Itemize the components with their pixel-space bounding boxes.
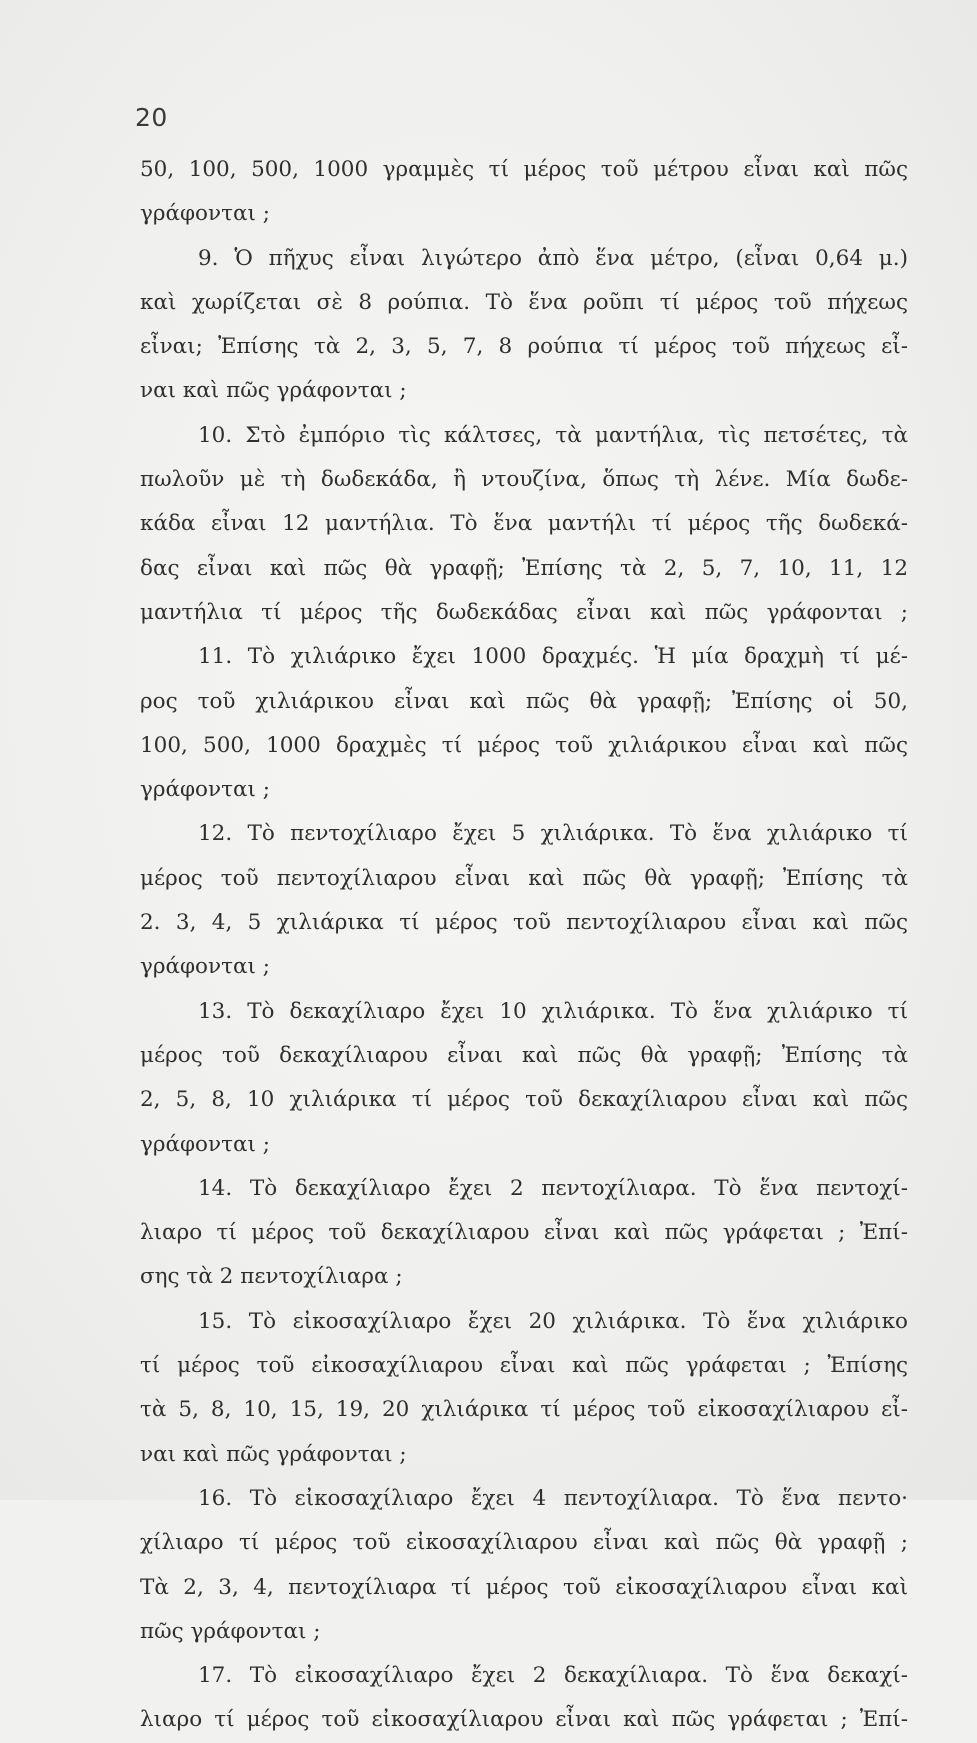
text-line: 2, 5, 8, 10 χιλιάρικα τί μέρος τοῦ δεκαχίλιαρου εἶναι καὶ πῶς [140,1087,908,1113]
text-line: 100, 500, 1000 δραχμὲς τί μέρος τοῦ χιλιάρικου εἶναι καὶ πῶς [140,732,908,758]
page-number: 20 [135,103,168,132]
text-line: γράφονται ; [140,201,270,227]
text-line: εἶναι; Ἐπίσης τὰ 2, 3, 5, 7, 8 ρούπια τί μέρος τοῦ πήχεως εἶ- [140,334,908,360]
page-body-text [140,148,908,1743]
text-line: Τὰ 2, 3, 4, πεντοχίλιαρα τί μέρος τοῦ εἰκοσαχίλιαρου εἶναι καὶ [140,1574,908,1600]
text-line: ναι καὶ πῶς γράφονται ; [140,378,407,404]
text-line: 16. Τὸ εἰκοσαχίλιαρο ἔχει 4 πεντοχίλιαρα. Τὸ ἕνα πεντο· [198,1485,908,1511]
text-line: 13. Τὸ δεκαχίλιαρο ἔχει 10 χιλιάρικα. Τὸ ἕνα χιλιάρικο τί [198,998,908,1024]
text-line: γράφονται ; [140,777,270,803]
text-line: 11. Τὸ χιλιάρικο ἔχει 1000 δραχμές. Ἡ μία δραχμὴ τί μέ- [198,644,908,670]
text-line: 50, 100, 500, 1000 γραμμὲς τί μέρος τοῦ μέτρου εἶναι καὶ πῶς [140,157,908,182]
text-line: ναι καὶ πῶς γράφονται ; [140,1441,407,1467]
text-line: μαντήλια τί μέρος τῆς δωδεκάδας εἶναι καὶ πῶς γράφονται ; [140,599,908,625]
text-line: γράφονται ; [140,954,270,980]
text-line: 17. Τὸ εἰκοσαχίλιαρο ἔχει 2 δεκαχίλιαρα. Τὸ ἕνα δεκαχί- [198,1663,908,1689]
text-line: μέρος τοῦ πεντοχίλιαρου εἶναι καὶ πῶς θὰ γραφῇ; Ἐπίσης τὰ [140,865,908,891]
text-line: μέρος τοῦ δεκαχίλιαρου εἶναι καὶ πῶς θὰ γραφῇ; Ἐπίσης τὰ [140,1042,908,1068]
text-line: ρος τοῦ χιλιάρικου εἶναι καὶ πῶς θὰ γραφῇ; Ἐπίσης οἱ 50, [140,688,908,714]
text-line: καὶ χωρίζεται σὲ 8 ρούπια. Τὸ ἕνα ροῦπι τί μέρος τοῦ πήχεως [140,289,908,315]
text-line: 9. Ὁ πῆχυς εἶναι λιγώτερο ἀπὸ ἕνα μέτρο, (εἶναι 0,64 μ.) [198,245,908,271]
text-line: λιαρο τί μέρος τοῦ δεκαχίλιαρου εἶναι καὶ πῶς γράφεται ; Ἐπί- [140,1220,908,1246]
text-line: γράφονται ; [140,1131,270,1157]
text-line: πῶς γράφονται ; [140,1618,321,1644]
text-line: 10. Στὸ ἐμπόριο τὶς κάλτσες, τὰ μαντήλια, τὶς πετσέτες, τὰ [198,422,908,448]
text-line: 15. Τὸ εἰκοσαχίλιαρο ἔχει 20 χιλιάρικα. Τὸ ἕνα χιλιάρικο [198,1308,908,1334]
text-line: 2. 3, 4, 5 χιλιάρικα τί μέρος τοῦ πεντοχίλιαρου εἶναι καὶ πῶς [140,910,908,936]
text-line: 12. Τὸ πεντοχίλιαρο ἔχει 5 χιλιάρικα. Τὸ ἕνα χιλιάρικο τί [198,821,908,847]
text-line: χίλιαρο τί μέρος τοῦ εἰκοσαχίλιαρου εἶναι καὶ πῶς θὰ γραφῇ ; [140,1530,908,1556]
text-line: κάδα εἶναι 12 μαντήλια. Τὸ ἕνα μαντήλι τί μέρος τῆς δωδεκά- [140,511,908,537]
text-line: δας εἶναι καὶ πῶς θὰ γραφῇ; Ἐπίσης τὰ 2, 5, 7, 10, 11, 12 [140,555,908,581]
text-line: τὰ 5, 8, 10, 15, 19, 20 χιλιάρικα τί μέρος τοῦ εἰκοσαχίλιαρου εἶ- [140,1397,908,1423]
text-line: λιαρο τί μέρος τοῦ εἰκοσαχίλιαρου εἶναι καὶ πῶς γράφεται ; Ἐπί- [140,1707,908,1733]
text-line: 14. Τὸ δεκαχίλιαρο ἔχει 2 πεντοχίλιαρα. Τὸ ἕνα πεντοχί- [198,1175,908,1201]
text-line: πωλοῦν μὲ τὴ δωδεκάδα, ἢ ντουζίνα, ὅπως τὴ λένε. Μία δωδε- [140,467,908,493]
text-line: τί μέρος τοῦ εἰκοσαχίλιαρου εἶναι καὶ πῶς γράφεται ; Ἐπίσης [140,1353,908,1379]
text-line: σης τὰ 2 πεντοχίλιαρα ; [140,1264,403,1290]
